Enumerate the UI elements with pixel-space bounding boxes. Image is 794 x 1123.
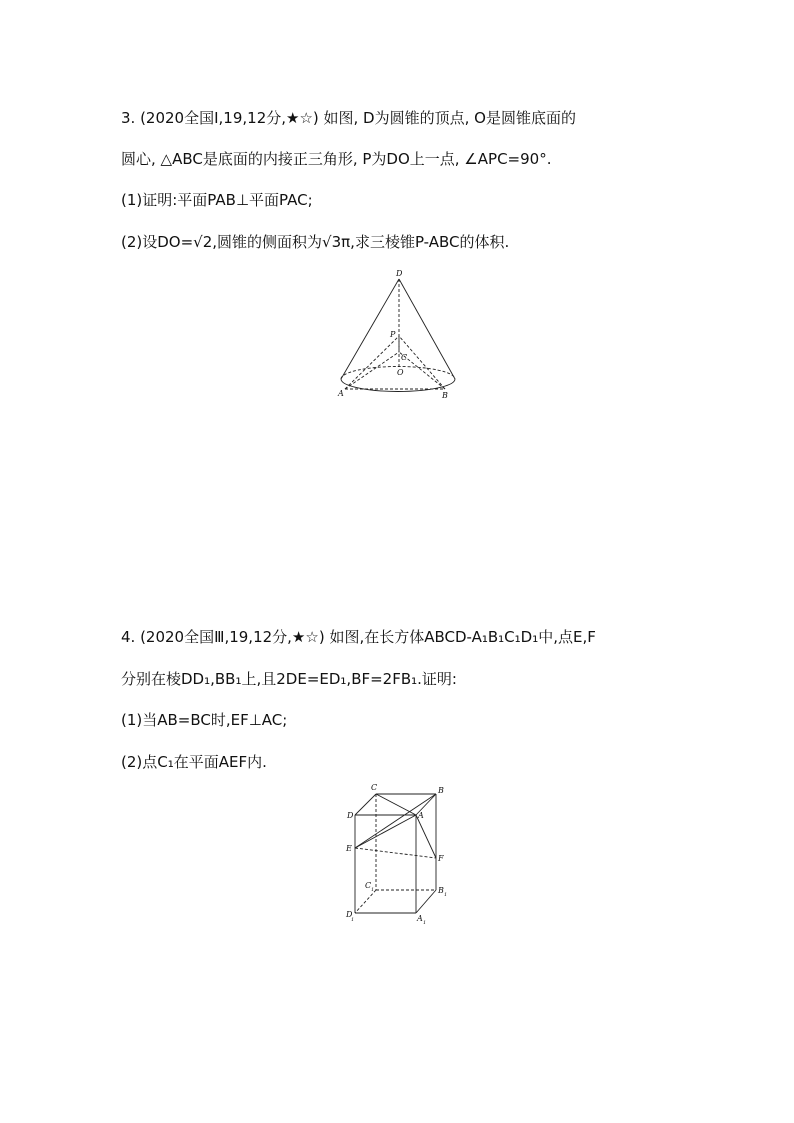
label-B1-sub: 1: [444, 892, 448, 898]
label-O: O: [397, 368, 404, 377]
label-A1: A: [417, 914, 423, 923]
label-B1: B: [438, 886, 444, 895]
problem3-line4: (2)设DO=√2,圆锥的侧面积为√3π,求三棱锥P-ABC的体积.: [121, 233, 510, 251]
label-A1-sub: 1: [423, 920, 427, 926]
label-C1: C: [365, 881, 372, 890]
problem3-line2: 圆心, △ABC是底面的内接正三角形, P为DO上一点, ∠APC=90°.: [121, 150, 552, 168]
label-C: C: [371, 783, 378, 792]
label-A: A: [338, 389, 344, 398]
label-P: P: [390, 330, 396, 339]
problem4-line4: (2)点C₁在平面AEF内.: [121, 753, 267, 771]
segment-PA: [345, 336, 399, 389]
cuboid-visible-edges: [355, 794, 436, 913]
label-B: B: [438, 786, 444, 795]
label-D1-sub: 1: [351, 917, 355, 923]
label-C: C: [401, 353, 408, 362]
label-D1: D: [346, 910, 353, 919]
problem4-line1: 4. (2020全国Ⅲ,19,12分,★☆) 如图,在长方体ABCD-A₁B₁C₁D₁中,点E,F: [121, 628, 596, 646]
label-A: A: [418, 811, 424, 820]
label-B: B: [442, 391, 448, 400]
label-E: E: [346, 844, 352, 853]
cuboid-figure: [335, 780, 460, 930]
label-F: F: [438, 854, 444, 863]
problem3-line3: (1)证明:平面PAB⊥平面PAC;: [121, 191, 313, 209]
cone-figure: [330, 266, 465, 404]
segment-EB: [355, 794, 436, 848]
segment-AF: [416, 815, 436, 858]
label-C1-sub: 1: [371, 887, 375, 893]
segment-EF: [355, 848, 436, 858]
cuboid-hidden-edges: [355, 794, 436, 913]
problem4-line2: 分别在棱DD₁,BB₁上,且2DE=ED₁,BF=2FB₁.证明:: [121, 670, 457, 688]
problem4-line3: (1)当AB=BC时,EF⊥AC;: [121, 711, 288, 729]
segment-EA: [355, 815, 416, 848]
label-D: D: [396, 269, 403, 278]
label-D: D: [347, 811, 354, 820]
segment-PB: [399, 336, 445, 389]
cone-edge-right: [399, 279, 455, 379]
problem3-line1: 3. (2020全国Ⅰ,19,12分,★☆) 如图, D为圆锥的顶点, O是圆锥底面的: [121, 109, 576, 127]
